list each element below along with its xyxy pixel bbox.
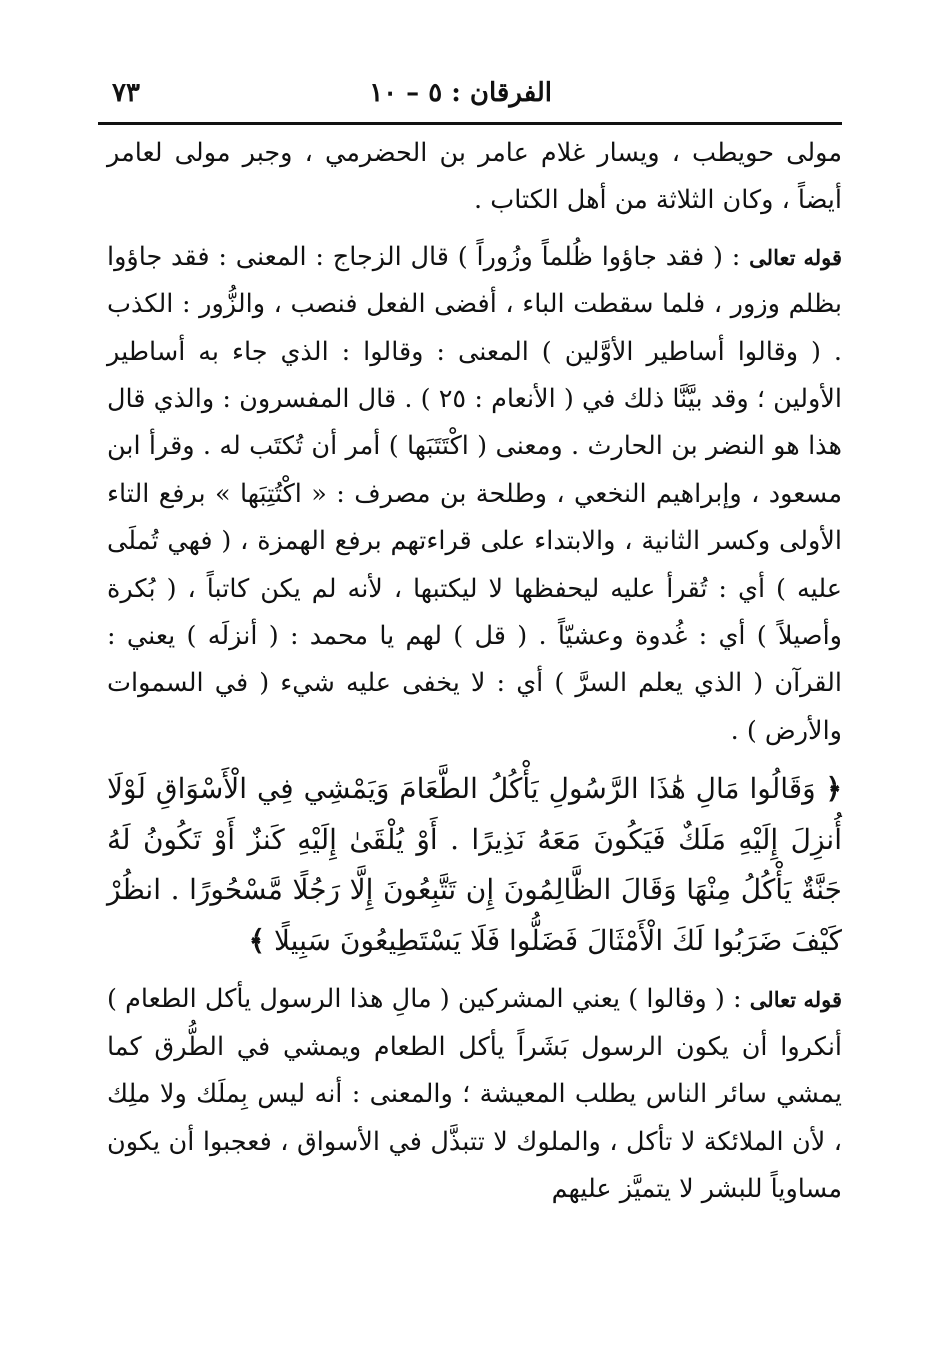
quran-verse <box>107 764 842 966</box>
body-text <box>107 130 842 1213</box>
paragraph-lead: قوله تعالى <box>749 244 842 270</box>
page-number: ٧٣ <box>112 78 140 108</box>
paragraph-commentary-2 <box>107 976 842 1213</box>
verse-text: وَقَالُوا مَالِ هَٰذَا الرَّسُولِ يَأْكُلُ الطَّعَامَ وَيَمْشِي فِي الْأَسْوَاقِ لَوْلَا أُنزِلَ إِلَيْهِ مَلَكٌ فَيَكُونَ مَعَهُ نَذِيرًا . أَوْ يُلْقَىٰ إِلَيْهِ كَنزٌ أَوْ تَكُونُ لَهُ جَنَّةٌ يَأْكُلُ مِنْهَا وَقَالَ الظَّالِمُونَ إِن تَتَّبِعُونَ إِلَّا رَجُلًا مَّسْحُورًا . انظُرْ كَيْفَ ضَرَبُوا لَكَ الْأَمْثَالَ فَضَلُّوا فَلَا يَسْتَطِيعُونَ سَبِيلًا <box>107 772 842 957</box>
paragraph-continuation <box>107 130 842 225</box>
paragraph-text: مولى حويطب ، ويسار غلام عامر بن الحضرمي ، وجبر مولى لعامر أيضاً ، وكان الثلاثة من أهل الكتاب . <box>107 138 842 216</box>
header-rule <box>98 122 842 125</box>
paragraph-lead: قوله تعالى <box>749 987 842 1013</box>
running-title: الفرقان : ٥ – ١٠ <box>369 78 552 108</box>
verse-open-bracket: ﴿ <box>825 772 842 806</box>
paragraph-commentary-1 <box>107 234 842 755</box>
verse-close-bracket: ﴾ <box>248 923 266 957</box>
page-header <box>112 78 842 118</box>
paragraph-text: : ( وقالوا ) يعني المشركين ( مالِ هذا الرسول يأكل الطعام ) أنكروا أن يكون الرسول بَشَراً يأكل الطعام ويمشي في الطُّرق كما يمشي سائر الناس يطلب المعيشة ؛ والمعنى : أنه ليس بِملَك ولا ملِك ، لأن الملائكة لا تأكل ، والملوك لا تتبذَّل في الأسواق ، فعجبوا أن يكون مساوياً للبشر لا يتميَّز عليهم <box>107 984 842 1204</box>
paragraph-text: : ( فقد جاؤوا ظُلماً وزُوراً ) قال الزجاج : المعنى : فقد جاؤوا بظلم وزور ، فلما سقطت الباء ، أفضى الفعل فنصب ، والزُّور : الكذب . ( وقالوا أساطير الأوَّلين ) المعنى : وقالوا : الذي جاء به أساطير الأولين ؛ وقد بيَّنَّا ذلك في ( الأنعام : ٢٥ ) . قال المفسرون : والذي قال هذا هو النضر بن الحارث . ومعنى ( اكْتَتَبَها ) أمر أن تُكتَب له . وقرأ ابن مسعود ، وإبراهيم النخعي ، وطلحة بن مصرف : « اكْتُتِبَها » برفع التاء الأولى وكسر الثانية ، والابتداء على قراءتهم برفع الهمزة ، ( فهي تُملَى عليه ) أي : تُقرأ عليه ليحفظها لا ليكتبها ، لأنه لم يكن كاتباً ، ( بُكرة وأصيلاً ) أي : غُدوة وعشيّاً . ( قل ) لهم يا محمد : ( أنزلَه ) يعني : القرآن ( الذي يعلم السرَّ ) أي : لا يخفى عليه شيء ( في السموات والأرض ) . <box>107 241 842 746</box>
